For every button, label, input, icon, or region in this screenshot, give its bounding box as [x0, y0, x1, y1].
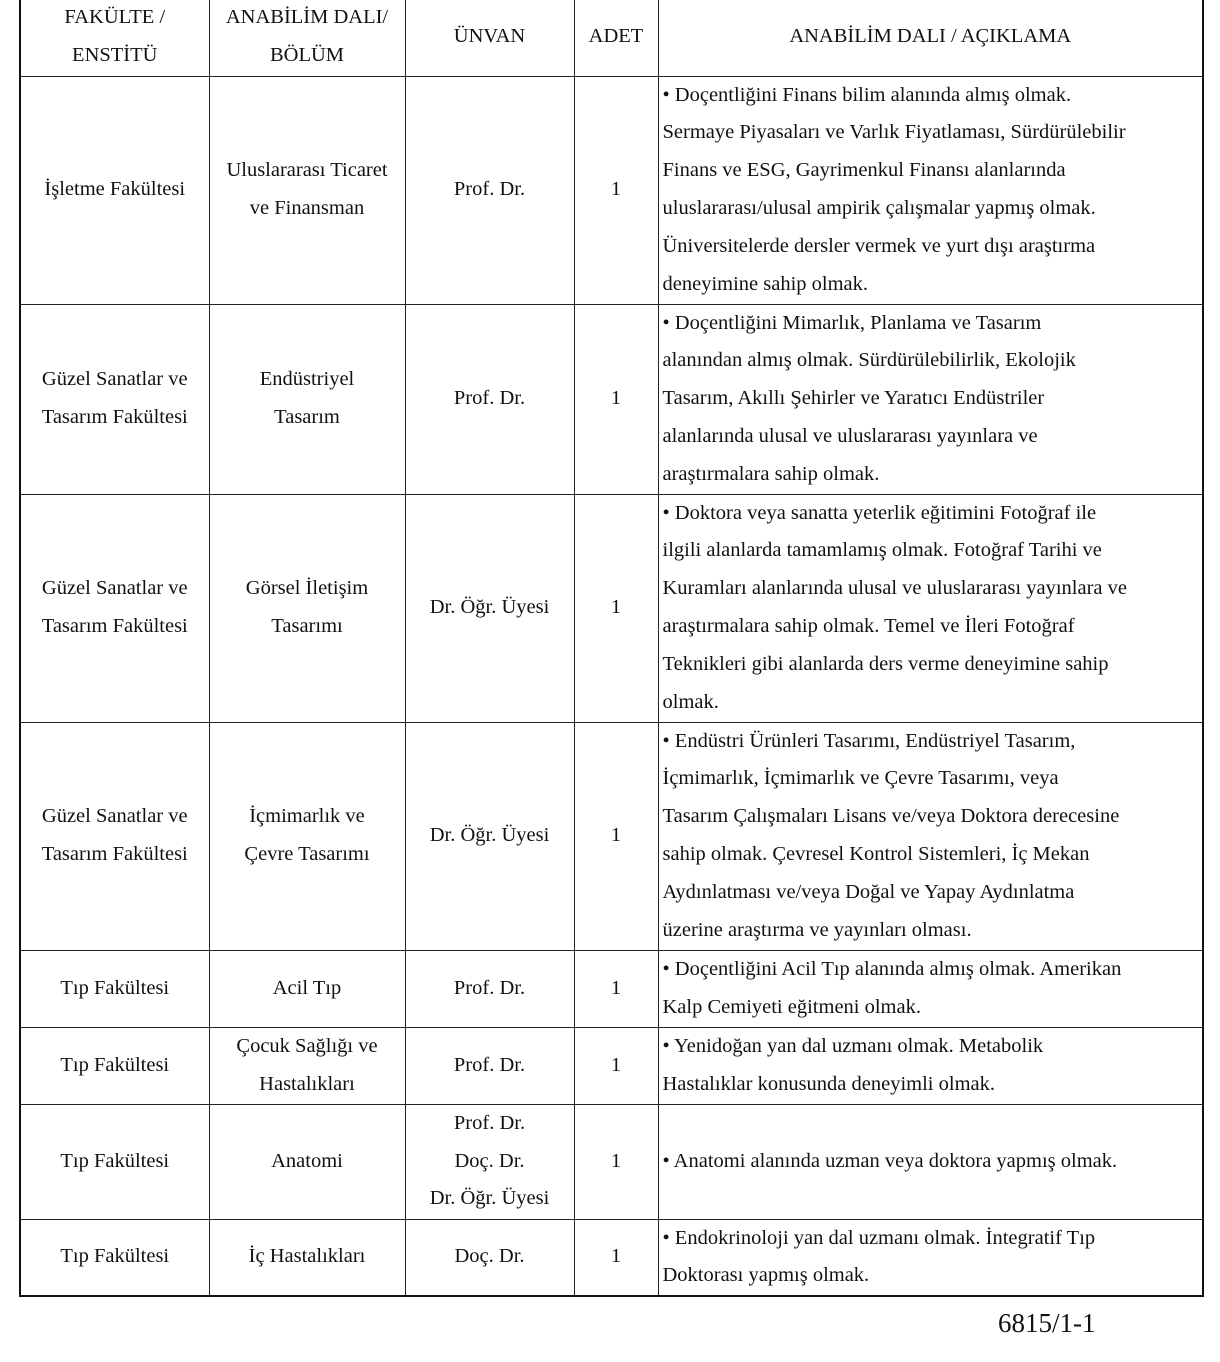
description-line: alanlarında ulusal ve uluslararası yayınlara ve	[662, 424, 1038, 447]
department-line: Çevre Tasarımı	[244, 843, 370, 865]
title-line: Prof. Dr.	[453, 387, 526, 410]
faculty-cell	[20, 1219, 209, 1296]
description-line: Tasarım, Akıllı Şehirler ve Yaratıcı Endüstriler	[662, 387, 1045, 410]
faculty-line: Tıp Fakültesi	[60, 976, 170, 999]
title-cell	[405, 1104, 574, 1219]
faculty-line: Tıp Fakültesi	[60, 1149, 170, 1172]
header-department-line: BÖLÜM	[269, 43, 345, 66]
department-line: İç Hastalıkları	[248, 1245, 366, 1268]
header-title-line: ÜNVAN	[453, 24, 526, 47]
description-cell	[658, 494, 1203, 722]
header-count-line: ADET	[588, 24, 644, 47]
description-cell	[658, 1027, 1203, 1104]
department-line: Tasarımı	[271, 615, 343, 637]
description-line: İçmimarlık, İçmimarlık ve Çevre Tasarımı, veya	[662, 767, 1059, 790]
faculty-cell	[20, 304, 209, 494]
department-line: Hastalıkları	[259, 1072, 355, 1095]
description-line: • Endokrinoloji yan dal uzmanı olmak. İntegratif Tıp	[662, 1226, 1096, 1249]
document-number: 6815/1-1	[998, 1308, 1096, 1338]
faculty-cell	[20, 494, 209, 722]
description-cell	[658, 76, 1203, 304]
title-cell	[405, 76, 574, 304]
department-line: ve Finansman	[249, 197, 365, 219]
count-cell: 1	[574, 1104, 658, 1219]
faculty-cell	[20, 1027, 209, 1104]
description-line: • Yenidoğan yan dal uzmanı olmak. Metabolik	[662, 1034, 1044, 1057]
title-line: Dr. Öğr. Üyesi	[429, 824, 550, 847]
department-line: İçmimarlık ve	[249, 805, 365, 828]
department-line: Anatomi	[271, 1149, 343, 1172]
header-department	[209, 0, 405, 76]
description-line: deneyimine sahip olmak.	[662, 272, 869, 295]
title-line: Prof. Dr.	[453, 976, 526, 999]
description-line: sahip olmak. Çevresel Kontrol Sistemleri, İç Mekan	[662, 843, 1090, 865]
description-line: Teknikleri gibi alanlarda ders verme deneyimine sahip	[662, 652, 1109, 675]
header-faculty-line: FAKÜLTE /	[64, 5, 166, 28]
description-line: ilgili alanlarda tamamlamış olmak. Fotoğraf Tarihi ve	[662, 539, 1102, 562]
department-cell	[209, 1027, 405, 1104]
faculty-line: Tasarım Fakültesi	[41, 843, 188, 865]
title-line: Prof. Dr.	[453, 1111, 526, 1134]
table-row	[20, 1104, 1203, 1219]
description-line: • Doçentliğini Finans bilim alanında almış olmak.	[662, 83, 1072, 106]
count-cell: 1	[574, 1027, 658, 1104]
table-row	[20, 494, 1203, 722]
table-row	[20, 1219, 1203, 1296]
description-line: • Doçentliğini Mimarlık, Planlama ve Tasarım	[662, 311, 1042, 334]
table-row	[20, 1027, 1203, 1104]
faculty-line: Güzel Sanatlar ve	[41, 368, 188, 391]
description-cell	[658, 1104, 1203, 1219]
header-description	[658, 0, 1203, 76]
description-line: Sermaye Piyasaları ve Varlık Fiyatlaması, Sürdürülebilir	[662, 121, 1126, 144]
department-line: Acil Tıp	[272, 976, 342, 999]
title-line: Doç. Dr.	[454, 1149, 525, 1172]
description-line: araştırmalara sahip olmak. Temel ve İleri Fotoğraf	[662, 615, 1075, 637]
description-line: üzerine araştırma ve yayınları olması.	[662, 918, 972, 941]
header-row	[20, 0, 1203, 76]
description-line: Üniversitelerde dersler vermek ve yurt dışı araştırma	[662, 234, 1096, 257]
table-row	[20, 304, 1203, 494]
description-line: olmak.	[662, 690, 719, 713]
department-line: Görsel İletişim	[245, 577, 369, 600]
department-line: Çocuk Sağlığı ve	[236, 1034, 378, 1057]
faculty-line: İşletme Fakültesi	[44, 178, 186, 201]
title-line: Prof. Dr.	[453, 1053, 526, 1076]
faculty-cell	[20, 950, 209, 1027]
table-row	[20, 722, 1203, 950]
description-line: Doktorası yapmış olmak.	[662, 1264, 870, 1287]
faculty-line: Tıp Fakültesi	[60, 1053, 170, 1076]
description-line: Finans ve ESG, Gayrimenkul Finansı alanlarında	[662, 159, 1066, 182]
department-line: Uluslararası Ticaret	[226, 159, 388, 182]
department-cell	[209, 304, 405, 494]
faculty-cell	[20, 722, 209, 950]
count-cell: 1	[574, 304, 658, 494]
title-line: Dr. Öğr. Üyesi	[429, 596, 550, 619]
table-row	[20, 950, 1203, 1027]
count-cell: 1	[574, 76, 658, 304]
description-line: Aydınlatması ve/veya Doğal ve Yapay Aydınlatma	[662, 880, 1075, 903]
title-line: Doç. Dr.	[454, 1245, 525, 1268]
department-cell	[209, 722, 405, 950]
faculty-line: Tasarım Fakültesi	[41, 615, 188, 637]
title-cell	[405, 304, 574, 494]
title-line: Dr. Öğr. Üyesi	[429, 1187, 550, 1210]
title-cell	[405, 1027, 574, 1104]
description-cell	[658, 1219, 1203, 1296]
title-cell	[405, 722, 574, 950]
department-cell	[209, 1219, 405, 1296]
description-cell	[658, 304, 1203, 494]
faculty-line: Güzel Sanatlar ve	[41, 577, 188, 600]
positions-table	[19, 0, 1204, 1297]
department-cell	[209, 494, 405, 722]
faculty-cell	[20, 76, 209, 304]
faculty-line: Tasarım Fakültesi	[41, 406, 188, 428]
department-cell	[209, 1104, 405, 1219]
description-cell	[658, 722, 1203, 950]
title-cell	[405, 1219, 574, 1296]
table-row	[20, 76, 1203, 304]
faculty-line: Tıp Fakültesi	[60, 1245, 170, 1268]
title-line: Prof. Dr.	[453, 178, 526, 201]
description-line: Hastalıklar konusunda deneyimli olmak.	[662, 1072, 995, 1095]
description-line: Kuramları alanlarında ulusal ve uluslararası yayınlara ve	[662, 577, 1127, 600]
title-cell	[405, 950, 574, 1027]
description-line: • Endüstri Ürünleri Tasarımı, Endüstriyel Tasarım,	[662, 729, 1076, 752]
department-cell	[209, 950, 405, 1027]
header-faculty	[20, 0, 209, 76]
header-department-line: ANABİLİM DALI/	[225, 5, 389, 28]
description-line: Tasarım Çalışmaları Lisans ve/veya Doktora derecesine	[662, 805, 1120, 828]
count-cell: 1	[574, 950, 658, 1027]
header-description-line: ANABİLİM DALI / AÇIKLAMA	[789, 24, 1072, 47]
count-cell: 1	[574, 722, 658, 950]
description-line: alanından almış olmak. Sürdürülebilirlik, Ekolojik	[662, 349, 1076, 372]
description-line: araştırmalara sahip olmak.	[662, 462, 880, 485]
header-title	[405, 0, 574, 76]
faculty-line: Güzel Sanatlar ve	[41, 805, 188, 828]
description-line: • Doktora veya sanatta yeterlik eğitimini Fotoğraf ile	[662, 501, 1097, 524]
title-cell	[405, 494, 574, 722]
count-cell: 1	[574, 1219, 658, 1296]
description-cell	[658, 950, 1203, 1027]
faculty-cell	[20, 1104, 209, 1219]
description-line: uluslararası/ulusal ampirik çalışmalar yapmış olmak.	[662, 197, 1096, 219]
header-count	[574, 0, 658, 76]
description-line: • Anatomi alanında uzman veya doktora yapmış olmak.	[662, 1149, 1118, 1172]
department-line: Tasarım	[274, 406, 340, 428]
description-line: Kalp Cemiyeti eğitmeni olmak.	[662, 995, 921, 1018]
header-faculty-line: ENSTİTÜ	[72, 43, 158, 66]
description-line: • Doçentliğini Acil Tıp alanında almış olmak. Amerikan	[662, 957, 1122, 980]
department-line: Endüstriyel	[259, 368, 355, 391]
department-cell	[209, 76, 405, 304]
count-cell: 1	[574, 494, 658, 722]
